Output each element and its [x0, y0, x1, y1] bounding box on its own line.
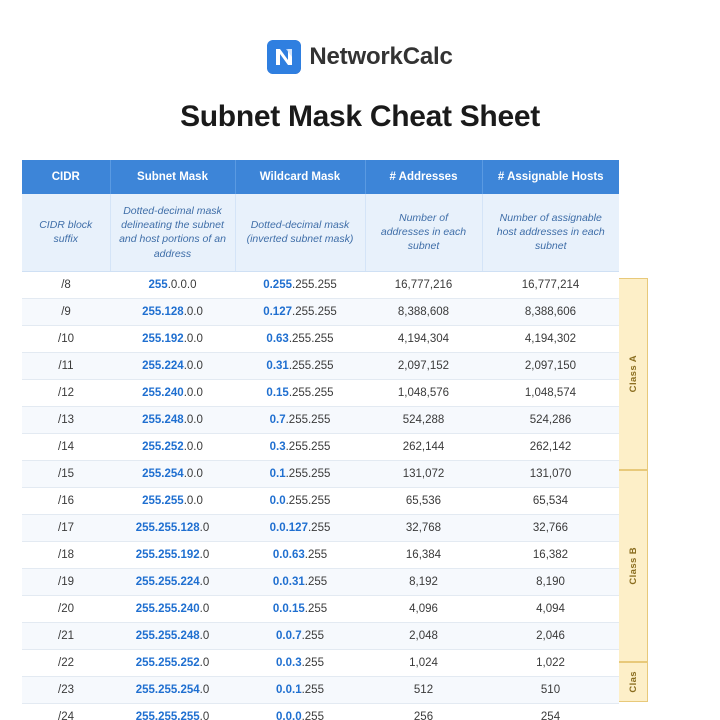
cell-cidr: /11	[22, 352, 110, 379]
cell-assignable-hosts: 32,766	[482, 514, 619, 541]
cell-wildcard-mask: 0.255.255.255	[235, 271, 365, 298]
cell-wildcard-mask: 0.3.255.255	[235, 433, 365, 460]
column-description-cidr: CIDR block suffix	[22, 194, 110, 271]
column-header-addresses: # Addresses	[365, 160, 482, 194]
cell-wildcard-mask: 0.0.3.255	[235, 649, 365, 676]
cell-cidr: /12	[22, 379, 110, 406]
cell-wildcard-mask: 0.0.15.255	[235, 595, 365, 622]
cell-assignable-hosts: 65,534	[482, 487, 619, 514]
cell-cidr: /15	[22, 460, 110, 487]
networkcalc-logo-icon	[267, 40, 301, 74]
table-row	[22, 352, 619, 379]
cell-cidr: /13	[22, 406, 110, 433]
cell-wildcard-mask: 0.0.31.255	[235, 568, 365, 595]
cell-assignable-hosts: 510	[482, 676, 619, 703]
table-row	[22, 325, 619, 352]
cell-subnet-mask: 255.255.224.0	[110, 568, 235, 595]
cell-wildcard-mask: 0.63.255.255	[235, 325, 365, 352]
brand-name: NetworkCalc	[309, 43, 453, 70]
cell-wildcard-mask: 0.1.255.255	[235, 460, 365, 487]
cell-assignable-hosts: 254	[482, 703, 619, 720]
cell-cidr: /9	[22, 298, 110, 325]
table-row	[22, 595, 619, 622]
cell-subnet-mask: 255.252.0.0	[110, 433, 235, 460]
table-row	[22, 487, 619, 514]
cell-wildcard-mask: 0.0.0.255	[235, 703, 365, 720]
cell-assignable-hosts: 524,286	[482, 406, 619, 433]
cell-subnet-mask: 255.254.0.0	[110, 460, 235, 487]
cell-addresses: 256	[365, 703, 482, 720]
column-header-wildcard-mask: Wildcard Mask	[235, 160, 365, 194]
page-title: Subnet Mask Cheat Sheet	[180, 100, 540, 133]
table-row	[22, 379, 619, 406]
cell-assignable-hosts: 16,382	[482, 541, 619, 568]
table-row	[22, 298, 619, 325]
table-description-row	[22, 194, 619, 271]
column-description-addresses: Number of addresses in each subnet	[365, 194, 482, 271]
cell-subnet-mask: 255.224.0.0	[110, 352, 235, 379]
cell-assignable-hosts: 131,070	[482, 460, 619, 487]
cell-addresses: 8,388,608	[365, 298, 482, 325]
table-row	[22, 541, 619, 568]
column-description-assignable-hosts: Number of assignable host addresses in each subnet	[482, 194, 619, 271]
cell-wildcard-mask: 0.15.255.255	[235, 379, 365, 406]
cell-cidr: /14	[22, 433, 110, 460]
cell-cidr: /23	[22, 676, 110, 703]
cell-cidr: /22	[22, 649, 110, 676]
column-description-wildcard-mask: Dotted-decimal mask (inverted subnet mask)	[235, 194, 365, 271]
cell-subnet-mask: 255.248.0.0	[110, 406, 235, 433]
cell-wildcard-mask: 0.127.255.255	[235, 298, 365, 325]
cell-assignable-hosts: 1,048,574	[482, 379, 619, 406]
cell-addresses: 4,194,304	[365, 325, 482, 352]
column-header-cidr: CIDR	[22, 160, 110, 194]
cell-cidr: /21	[22, 622, 110, 649]
table-row	[22, 676, 619, 703]
cell-addresses: 512	[365, 676, 482, 703]
table-row	[22, 568, 619, 595]
cell-addresses: 16,777,216	[365, 271, 482, 298]
subnet-mask-table	[22, 160, 619, 720]
cell-addresses: 1,048,576	[365, 379, 482, 406]
table-row	[22, 703, 619, 720]
cell-subnet-mask: 255.255.248.0	[110, 622, 235, 649]
cell-addresses: 524,288	[365, 406, 482, 433]
cell-wildcard-mask: 0.0.1.255	[235, 676, 365, 703]
class-range-label: Class A	[627, 355, 639, 393]
table-header-row	[22, 160, 619, 194]
cell-cidr: /16	[22, 487, 110, 514]
cell-wildcard-mask: 0.0.255.255	[235, 487, 365, 514]
cell-addresses: 2,097,152	[365, 352, 482, 379]
cell-cidr: /10	[22, 325, 110, 352]
cell-subnet-mask: 255.255.0.0	[110, 487, 235, 514]
cell-assignable-hosts: 8,388,606	[482, 298, 619, 325]
cell-subnet-mask: 255.128.0.0	[110, 298, 235, 325]
cell-subnet-mask: 255.240.0.0	[110, 379, 235, 406]
cell-cidr: /8	[22, 271, 110, 298]
cell-wildcard-mask: 0.0.7.255	[235, 622, 365, 649]
column-header-assignable-hosts: # Assignable Hosts	[482, 160, 619, 194]
cell-wildcard-mask: 0.7.255.255	[235, 406, 365, 433]
cell-assignable-hosts: 4,194,302	[482, 325, 619, 352]
table-row	[22, 622, 619, 649]
table-row	[22, 460, 619, 487]
cell-addresses: 8,192	[365, 568, 482, 595]
cell-cidr: /17	[22, 514, 110, 541]
cell-addresses: 131,072	[365, 460, 482, 487]
cell-assignable-hosts: 1,022	[482, 649, 619, 676]
column-description-subnet-mask: Dotted-decimal mask delineating the subnet and host portions of an address	[110, 194, 235, 271]
cell-cidr: /19	[22, 568, 110, 595]
cell-addresses: 4,096	[365, 595, 482, 622]
cell-cidr: /24	[22, 703, 110, 720]
cell-subnet-mask: 255.255.254.0	[110, 676, 235, 703]
cell-cidr: /18	[22, 541, 110, 568]
cell-assignable-hosts: 16,777,214	[482, 271, 619, 298]
cell-cidr: /20	[22, 595, 110, 622]
cell-addresses: 32,768	[365, 514, 482, 541]
cell-assignable-hosts: 262,142	[482, 433, 619, 460]
brand-logo	[0, 0, 720, 74]
cell-wildcard-mask: 0.31.255.255	[235, 352, 365, 379]
cell-wildcard-mask: 0.0.127.255	[235, 514, 365, 541]
class-range-tab	[619, 470, 648, 662]
cell-subnet-mask: 255.255.192.0	[110, 541, 235, 568]
column-header-subnet-mask: Subnet Mask	[110, 160, 235, 194]
class-range-label: Class B	[627, 547, 639, 585]
class-range-tab	[619, 662, 648, 702]
class-range-label: Clas	[627, 671, 639, 693]
cell-assignable-hosts: 2,046	[482, 622, 619, 649]
table-row	[22, 514, 619, 541]
table-row	[22, 433, 619, 460]
cell-addresses: 262,144	[365, 433, 482, 460]
table-row	[22, 271, 619, 298]
cell-addresses: 2,048	[365, 622, 482, 649]
cell-subnet-mask: 255.255.255.0	[110, 703, 235, 720]
class-range-tab	[619, 278, 648, 470]
table-body	[22, 271, 619, 720]
cell-subnet-mask: 255.192.0.0	[110, 325, 235, 352]
table-row	[22, 649, 619, 676]
table-row	[22, 406, 619, 433]
cell-wildcard-mask: 0.0.63.255	[235, 541, 365, 568]
cell-assignable-hosts: 4,094	[482, 595, 619, 622]
cell-assignable-hosts: 8,190	[482, 568, 619, 595]
cell-assignable-hosts: 2,097,150	[482, 352, 619, 379]
subnet-table-wrapper	[22, 160, 698, 720]
cell-addresses: 65,536	[365, 487, 482, 514]
cell-subnet-mask: 255.255.252.0	[110, 649, 235, 676]
cell-subnet-mask: 255.255.128.0	[110, 514, 235, 541]
cell-subnet-mask: 255.0.0.0	[110, 271, 235, 298]
cell-addresses: 16,384	[365, 541, 482, 568]
cell-subnet-mask: 255.255.240.0	[110, 595, 235, 622]
cell-addresses: 1,024	[365, 649, 482, 676]
